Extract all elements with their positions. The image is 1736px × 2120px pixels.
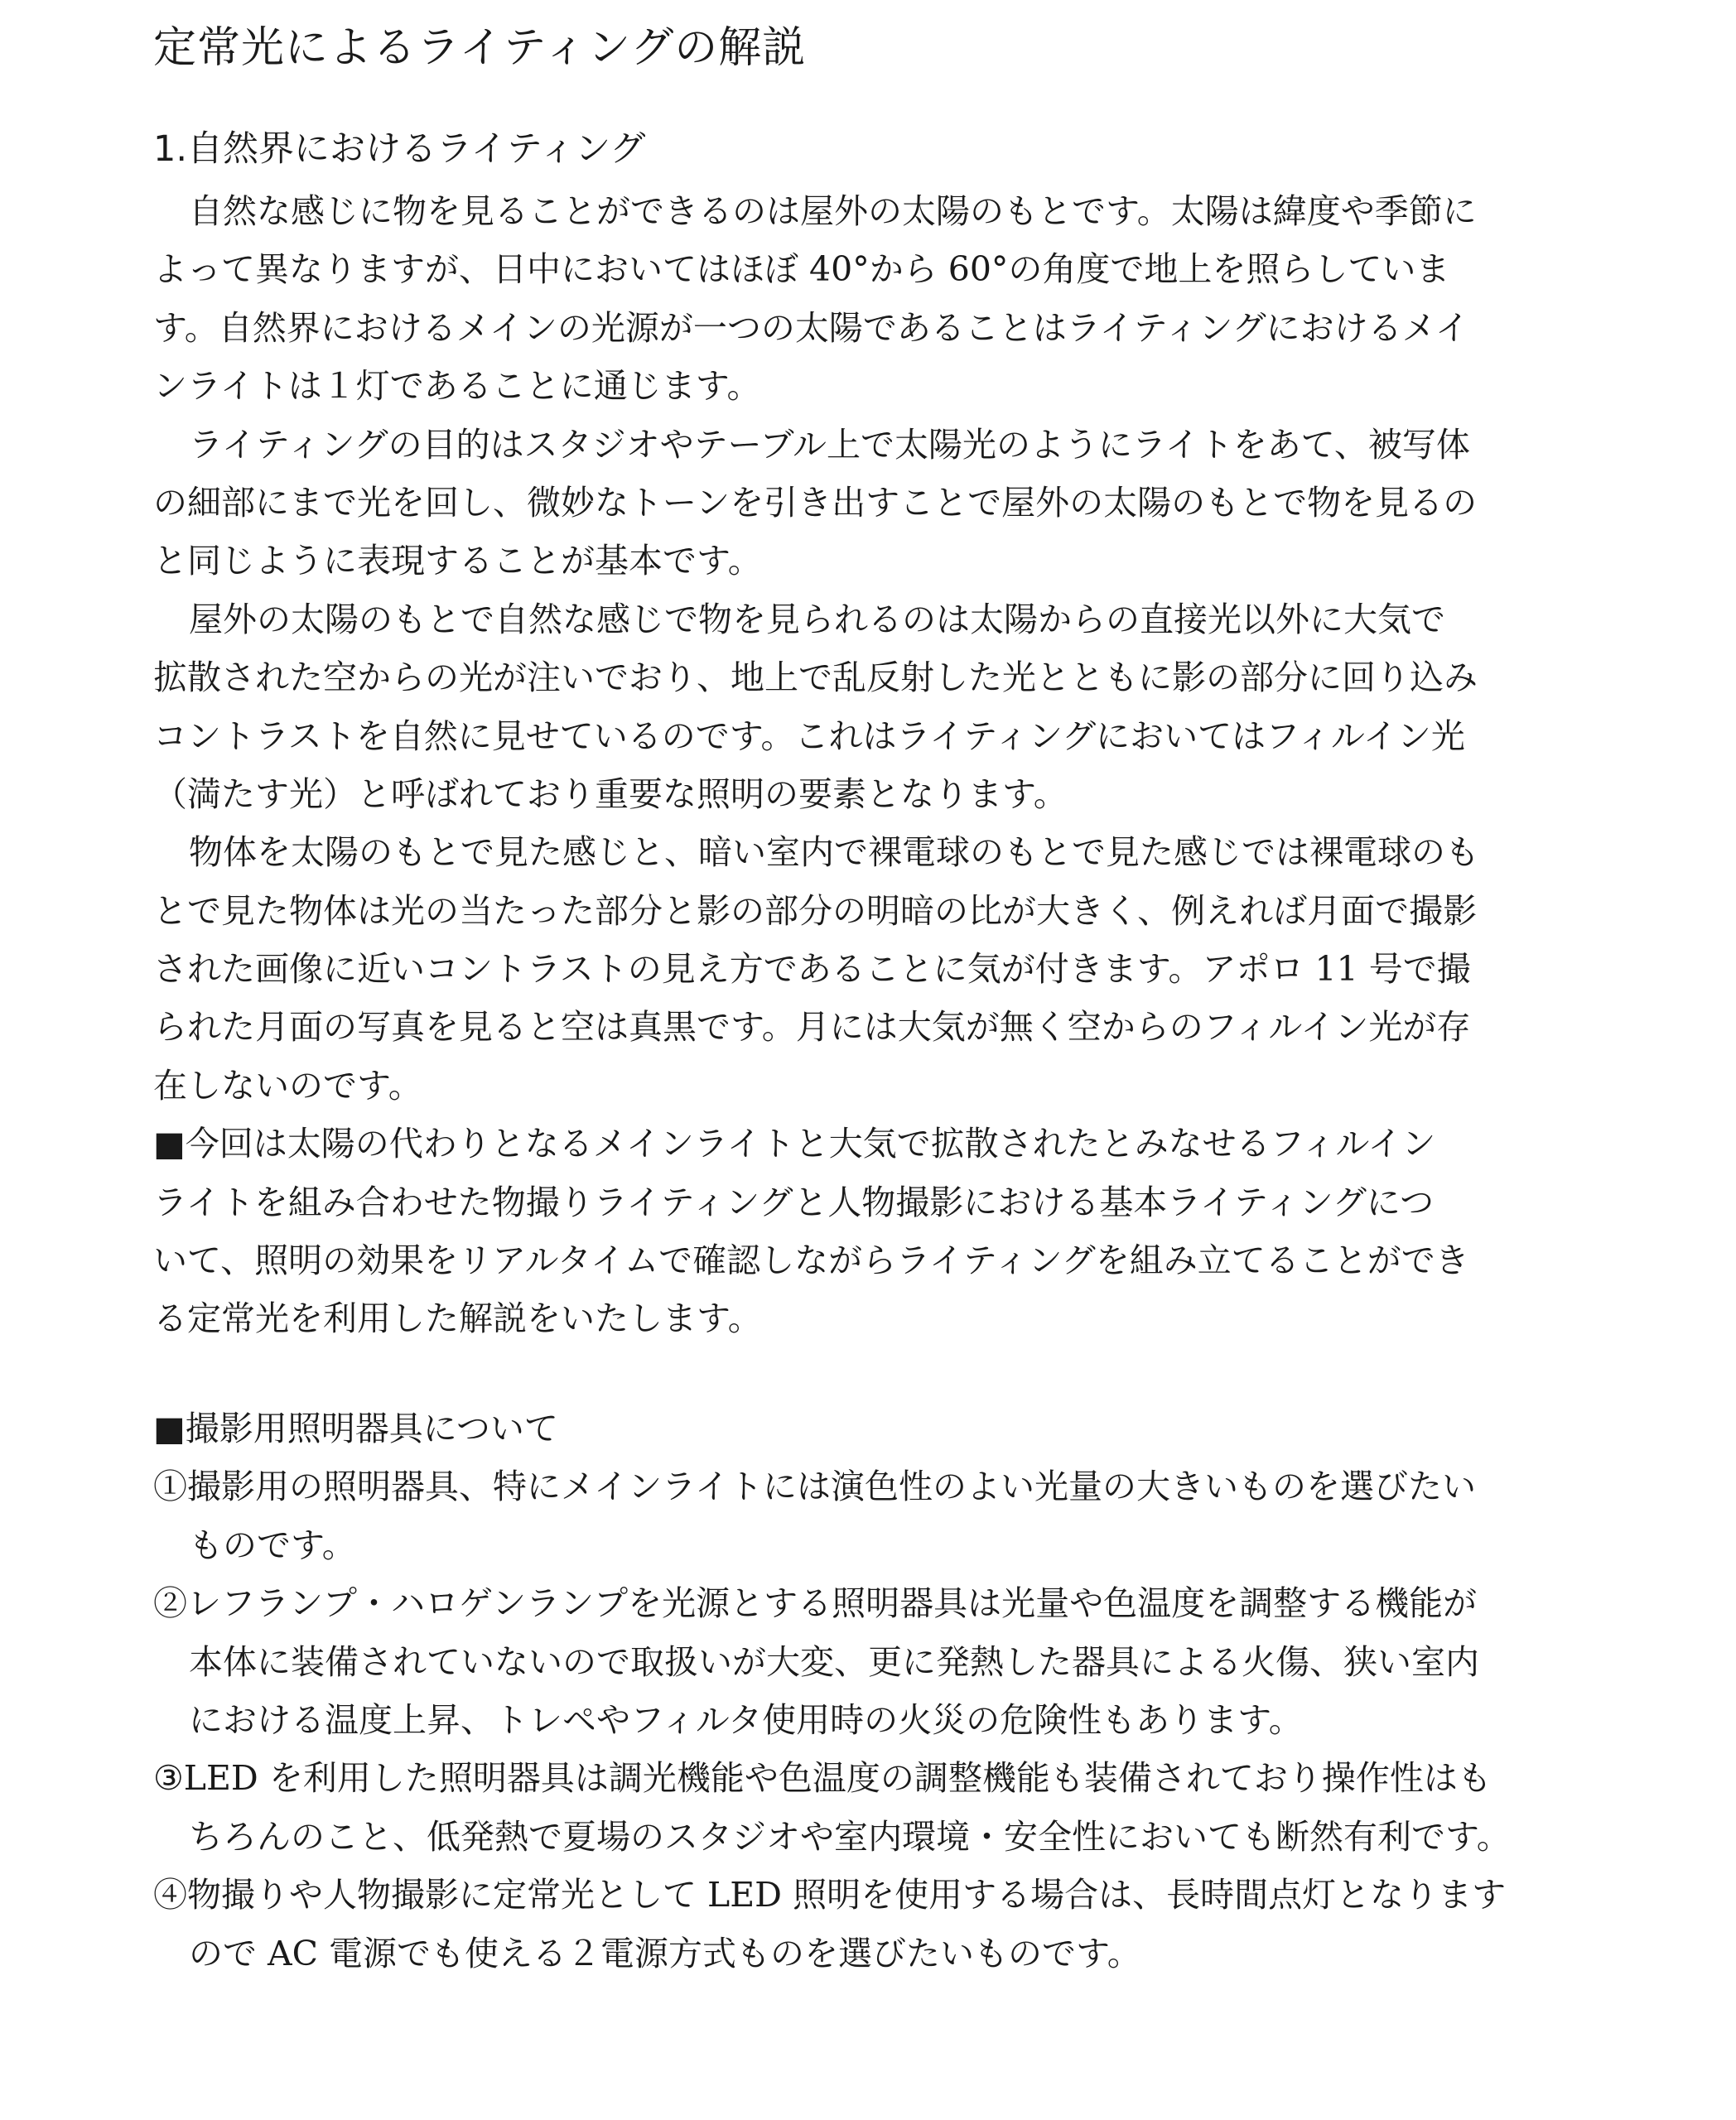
paragraph-line: す。自然界におけるメインの光源が一つの太陽であることはライティングにおけるメイ	[153, 307, 1469, 348]
list-item-continuation: ので AC 電源でも使える２電源方式ものを選びたいものです。	[189, 1933, 1141, 1973]
list-item-continuation: ものです。	[189, 1525, 356, 1565]
equipment-section	[153, 1400, 1561, 1983]
paragraph-line: る定常光を利用した解説をいたします。	[153, 1298, 762, 1339]
equipment-heading: ■撮影用照明器具について	[153, 1409, 558, 1448]
paragraph-line: された画像に近いコントラストの見え方であることに気が付きます。アポロ 11 号で撮	[153, 949, 1471, 990]
paragraph-line: とで見た物体は光の当たった部分と影の部分の明暗の比が大きく、例えれば月面で撮影	[153, 890, 1478, 931]
paragraph-line: ライトを組み合わせた物撮りライティングと人物撮影における基本ライティングにつ	[153, 1182, 1435, 1222]
list-item: ④物撮りや人物撮影に定常光として LED 照明を使用する場合は、長時間点灯となります	[153, 1875, 1507, 1915]
list-item: ②レフランプ・ハロゲンランプを光源とする照明器具は光量や色温度を調整する機能が	[153, 1583, 1478, 1624]
paragraph-line: の細部にまで光を回し、微妙なトーンを引き出すことで屋外の太陽のもとで物を見るの	[153, 482, 1478, 523]
paragraph-line: ■今回は太陽の代わりとなるメインライトと大気で拡散されたとみなせるフィルイン	[153, 1124, 1436, 1164]
paragraph-line: と同じように表現することが基本です。	[153, 541, 762, 581]
paragraph-line: 拡散された空からの光が注いでおり、地上で乱反射した光とともに影の部分に回り込み	[153, 658, 1478, 698]
list-item-continuation: 本体に装備されていないので取扱いが大変、更に発熱した器具による火傷、狭い室内	[189, 1641, 1479, 1682]
list-item-continuation: における温度上昇、トレペやフィルタ使用時の火災の危険性もあります。	[189, 1699, 1303, 1740]
list-item-continuation: ちろんのこと、低発熱で夏場のスタジオや室内環境・安全性においても断然有利です。	[189, 1816, 1511, 1857]
list-item: ③LED を利用した照明器具は調光機能や色温度の調整機能も装備されており操作性はも	[153, 1758, 1492, 1799]
paragraph-line: ライティングの目的はスタジオやテーブル上で太陽光のようにライトをあて、被写体	[189, 424, 1470, 465]
paragraph-line: いて、照明の効果をリアルタイムで確認しながらライティングを組み立てることができ	[153, 1241, 1469, 1281]
body-paragraphs	[153, 182, 1561, 1348]
page-title: 定常光によるライティングの解説	[153, 23, 807, 73]
paragraph-line: 物体を太陽のもとで見た感じと、暗い室内で裸電球のもとで見た感じでは裸電球のも	[189, 832, 1479, 873]
paragraph-line: 屋外の太陽のもとで自然な感じで物を見られるのは太陽からの直接光以外に大気で	[189, 599, 1445, 639]
paragraph-line: ンライトは１灯であることに通じます。	[153, 366, 761, 407]
paragraph-line: よって異なりますが、日中においてはほぼ 40°から 60°の角度で地上を照らしていま	[153, 249, 1450, 290]
paragraph-line: 自然な感じに物を見ることができるのは屋外の太陽のもとです。太陽は緯度や季節に	[189, 191, 1477, 231]
paragraph-line: 在しないのです。	[153, 1065, 422, 1106]
paragraph-line: られた月面の写真を見ると空は真黒です。月には大気が無く空からのフィルイン光が存	[153, 1007, 1471, 1048]
paragraph-line: コントラストを自然に見せているのです。これはライティングにおいてはフィルイン光	[153, 716, 1465, 756]
section-heading: 1.自然界におけるライティング	[153, 128, 646, 170]
paragraph-line: （満たす光）と呼ばれており重要な照明の要素となります。	[153, 773, 1068, 814]
list-item: ①撮影用の照明器具、特にメインライトには演色性のよい光量の大きいものを選びたい	[153, 1467, 1476, 1507]
